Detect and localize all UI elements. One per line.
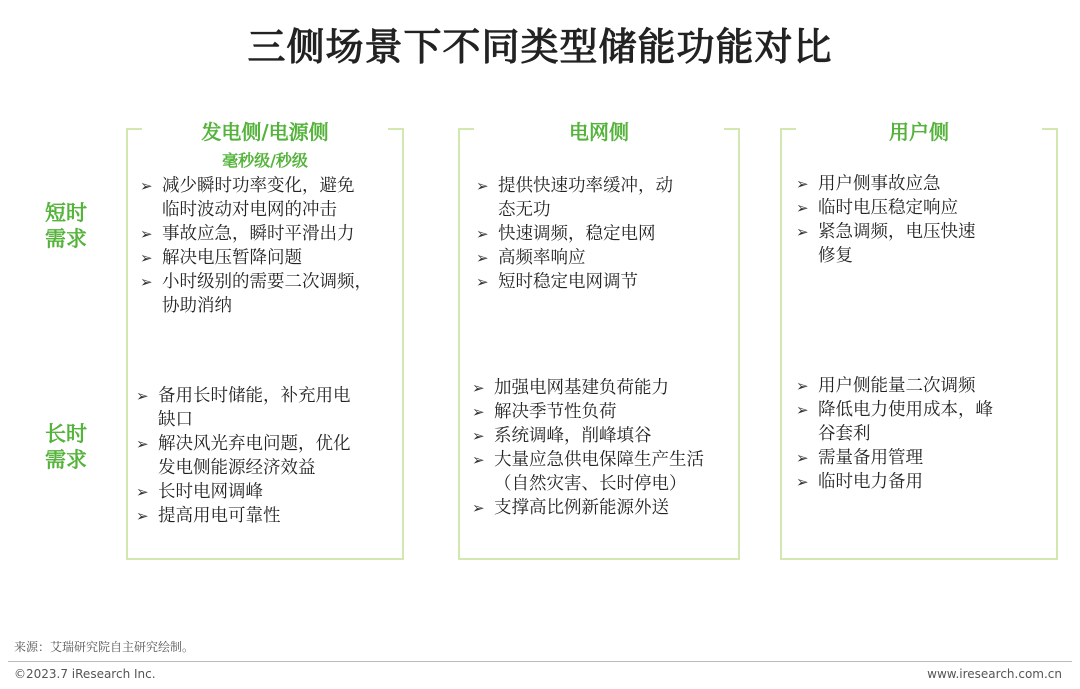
list-item [476,222,736,246]
arrow-bullet-icon: ➢ [136,435,149,453]
footer-divider [8,661,1072,662]
list-item [140,246,402,270]
site-url: www.iresearch.com.cn [927,667,1062,681]
list-item [476,174,736,222]
row-label-short-term: 短时 需求 [45,201,87,251]
arrow-bullet-icon: ➢ [476,273,489,291]
list-item-text: 紧急调频，电压快速 [818,222,976,242]
list-item-text: （自然灾害、长时停电） [494,474,687,494]
source-note: 来源：艾瑞研究院自主研究绘制。 [14,640,195,654]
list-item [140,174,402,222]
arrow-bullet-icon: ➢ [136,483,149,501]
panel-heading: 发电侧/电源侧 [201,120,329,144]
list-item-text: 需量备用管理 [818,448,923,468]
arrow-bullet-icon: ➢ [140,273,153,291]
list-item-text: 小时级别的需要二次调频， [162,272,372,292]
list-item [796,220,1056,268]
arrow-bullet-icon: ➢ [796,377,809,395]
list-item-text: 协助消纳 [162,296,232,316]
arrow-bullet-icon: ➢ [796,449,809,467]
list-item-text: 大量应急供电保障生产生活 [494,450,704,470]
list-item [472,424,738,448]
list-item-text: 临时电压稳定响应 [818,198,958,218]
arrow-bullet-icon: ➢ [796,473,809,491]
list-item-text: 解决电压暂降问题 [162,248,302,268]
list-item-text: 缺口 [158,410,193,430]
list-item-text: 系统调峰，削峰填谷 [494,426,652,446]
list-item [472,400,738,424]
arrow-bullet-icon: ➢ [472,379,485,397]
list-item-text: 提供快速功率缓冲，动 [498,176,673,196]
list-item-text: 加强电网基建负荷能力 [494,378,669,398]
row-label-long-term: 长时 需求 [45,422,87,472]
list-item [476,270,736,294]
arrow-bullet-icon: ➢ [472,403,485,421]
list-item-text: 事故应急，瞬时平滑出力 [162,224,355,244]
arrow-bullet-icon: ➢ [136,387,149,405]
list-item-text: 发电侧能源经济效益 [158,458,316,478]
list-item-text: 备用长时储能，补充用电 [158,386,351,406]
list-item-text: 快速调频，稳定电网 [498,224,656,244]
long-term-list [796,374,1056,494]
list-item [476,246,736,270]
list-item-text: 提高用电可靠性 [158,506,281,526]
list-item [796,398,1056,446]
short-term-list [476,174,736,294]
arrow-bullet-icon: ➢ [476,177,489,195]
list-item-text: 高频率响应 [498,248,586,268]
arrow-bullet-icon: ➢ [472,427,485,445]
list-item-text: 降低电力使用成本，峰 [818,400,993,420]
panel-generation-side [126,120,404,560]
list-item-text: 长时电网调峰 [158,482,263,502]
arrow-bullet-icon: ➢ [472,499,485,517]
arrow-bullet-icon: ➢ [796,401,809,419]
arrow-bullet-icon: ➢ [140,249,153,267]
arrow-bullet-icon: ➢ [796,175,809,193]
short-term-list [796,172,1056,268]
arrow-bullet-icon: ➢ [796,199,809,217]
arrow-bullet-icon: ➢ [140,177,153,195]
page-title: 三侧场景下不同类型储能功能对比 [247,25,833,69]
list-item [796,470,1056,494]
arrow-bullet-icon: ➢ [140,225,153,243]
panel-heading: 用户侧 [889,120,949,144]
short-term-list [140,174,402,318]
list-item-text: 临时波动对电网的冲击 [162,200,337,220]
list-item-text: 修复 [818,246,853,266]
list-item [136,432,402,480]
list-item-text: 用户侧能量二次调频 [818,376,976,396]
list-item [136,384,402,432]
list-item-text: 减少瞬时功率变化，避免 [162,176,355,196]
list-item [472,376,738,400]
panel-heading: 电网侧 [569,120,629,144]
panel-user-side [780,120,1058,560]
list-item [796,446,1056,470]
list-item-text: 短时稳定电网调节 [498,272,638,292]
list-item-text: 解决风光弃电问题，优化 [158,434,351,454]
panel-subheading: 毫秒级/秒级 [222,151,308,170]
list-item-text: 支撑高比例新能源外送 [494,498,669,518]
list-item-text: 用户侧事故应急 [818,174,941,194]
list-item [136,504,402,528]
arrow-bullet-icon: ➢ [796,223,809,241]
list-item [796,196,1056,220]
list-item [472,448,738,496]
list-item [136,480,402,504]
list-item [796,172,1056,196]
list-item [140,270,402,318]
long-term-list [136,384,402,528]
list-item [796,374,1056,398]
arrow-bullet-icon: ➢ [476,225,489,243]
long-term-list [472,376,738,520]
arrow-bullet-icon: ➢ [476,249,489,267]
list-item-text: 解决季节性负荷 [494,402,617,422]
arrow-bullet-icon: ➢ [136,507,149,525]
panel-grid-side [458,120,740,560]
list-item-text: 谷套利 [818,424,871,444]
list-item-text: 态无功 [498,200,551,220]
list-item-text: 临时电力备用 [818,472,923,492]
list-item [472,496,738,520]
list-item [140,222,402,246]
arrow-bullet-icon: ➢ [472,451,485,469]
copyright: ©2023.7 iResearch Inc. [14,667,156,681]
